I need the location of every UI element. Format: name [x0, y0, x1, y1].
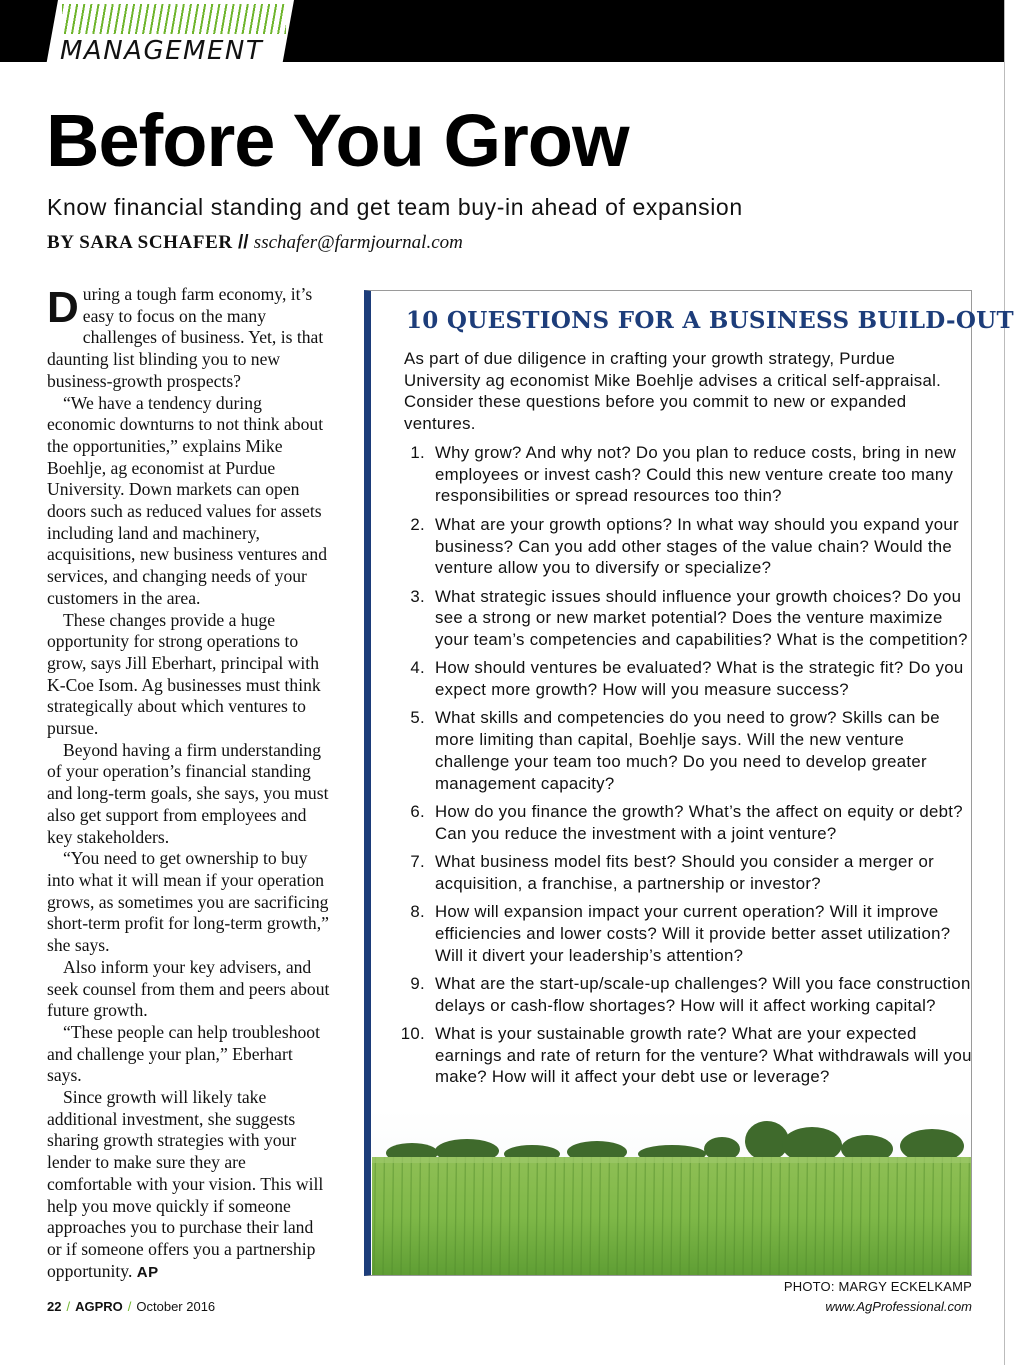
field-photo: [372, 1109, 971, 1275]
question-number: 9.: [410, 973, 425, 993]
article-paragraph: Also inform your key advisers, and seek counsel from them and peers about future growth.: [47, 956, 330, 1021]
photo-credit: PHOTO: MARGY ECKELKAMP: [783, 1279, 972, 1294]
article-paragraph-text: uring a tough farm economy, it’s easy to focus on the many challenges of business. Yet, is that daunting list blinding you to new business-growth prospects?: [47, 284, 324, 391]
article-paragraph: [47, 284, 331, 393]
magazine-name: AGPRO: [75, 1299, 123, 1314]
question-number: 8.: [410, 902, 425, 922]
article-paragraph-text: Since growth will likely take additional investment, she suggests sharing growth strategies with your lender to make sure they are comfortable with your vision. This will help you move quickly if someone approaches you to purchase their land or if someone offers you a partnership opportunity.: [47, 1087, 324, 1281]
dropcap: D: [47, 283, 79, 332]
question-number: 1.: [410, 443, 425, 462]
sidebar-title: 10 QUESTIONS FOR A BUSINESS BUILD-OUT: [406, 307, 1014, 334]
question-number: 5.: [410, 708, 425, 728]
question-item: [399, 851, 975, 894]
question-number: 2.: [410, 514, 425, 534]
issue-date: October 2016: [136, 1299, 216, 1314]
section-hatch-decoration: [62, 4, 286, 34]
question-item: [399, 901, 975, 966]
sidebar-intro: As part of due diligence in crafting your growth strategy, Purdue University ag economist Mike Boehlje advises a critical self-appraisal. Consider these questions before you commit to new or expanded ventures.: [404, 349, 942, 434]
page-number: 22: [47, 1299, 62, 1314]
folio: [47, 1299, 215, 1314]
signoff: AP: [136, 1263, 159, 1281]
article-body: [47, 284, 331, 1283]
question-item: [399, 442, 975, 507]
question-text: How do you finance the growth? What’s the affect on equity or debt? Can you reduce the investment with a joint venture?: [435, 801, 963, 843]
question-text: What are the start-up/scale-up challenges? Will you face construction delays or cash-flow shortages? How will it affect working capital?: [435, 973, 971, 1015]
question-item: [399, 1023, 975, 1088]
byline-email[interactable]: sschafer@farmjournal.com: [253, 232, 463, 253]
question-number: 7.: [410, 852, 425, 872]
question-item: [399, 586, 975, 651]
question-text: What are your growth options? In what way should you expand your business? Can you add other stages of the value chain? Would the venture allow you to diversify or specialize?: [435, 514, 959, 578]
question-text: What strategic issues should influence your growth choices? Do you see a strong or new market potential? Does the venture maximize your team’s competencies and capabilities? What is the competition?: [435, 586, 968, 649]
right-margin: [1004, 0, 1024, 1365]
question-text: Why grow? And why not? Do you plan to reduce costs, bring in new employees or invest cash? Could this new venture create too many responsibilities or spread resources too thin?: [435, 443, 957, 506]
question-item: [399, 514, 975, 579]
question-text: What is your sustainable growth rate? What are your expected earnings and rate of return for the venture? What withdrawals will you make? How will it affect your debt use or leverage?: [435, 1024, 972, 1087]
article-paragraph: “These people can help troubleshoot and challenge your plan,” Eberhart says.: [47, 1021, 320, 1086]
question-item: [399, 707, 975, 794]
byline: [47, 232, 463, 254]
article-paragraph: These changes provide a huge opportunity for strong operations to grow, says Jill Eberhart, principal with K-Coe Isom. Ag businesses must think strategically about which ventures to pursue.: [47, 609, 321, 739]
question-item: [399, 801, 975, 844]
headline: Before You Grow: [46, 99, 629, 182]
deck: Know financial standing and get team buy-in ahead of expansion: [47, 194, 743, 220]
byline-separator: //: [237, 232, 249, 253]
article-paragraph: “You need to get ownership to buy into what it will mean if your operation grows, as sometimes you are sacrificing short-term profit for long-term growth,” she says.: [47, 848, 329, 956]
article-paragraph: [47, 1087, 331, 1283]
website-url[interactable]: www.AgProfessional.com: [825, 1299, 972, 1314]
article-paragraph: Beyond having a firm understanding of your operation’s financial standing and long-term goals, she says, you must also get support from employees and key stakeholders.: [47, 739, 329, 847]
article-paragraph: “We have a tendency during economic downturns to not think about the opportunities,” explains Mike Boehlje, ag economist at Purdue University. Down markets can open doors such as reduced values for assets including land and machinery, acquisitions, new business ventures and services, and changing needs of your customers in the area.: [47, 392, 327, 608]
section-label: MANAGEMENT: [60, 36, 264, 66]
folio-separator: /: [127, 1299, 132, 1314]
question-number: 6.: [410, 801, 425, 821]
question-text: How should ventures be evaluated? What is the strategic fit? Do you expect more growth? How will you measure success?: [435, 658, 964, 700]
question-text: What business model fits best? Should you consider a merger or acquisition, a franchise, a partnership or investor?: [435, 852, 934, 893]
question-item: [399, 657, 975, 700]
folio-separator: /: [66, 1299, 71, 1314]
sidebar-box: [364, 290, 1014, 1276]
question-number: 10.: [400, 1024, 425, 1044]
question-number: 4.: [410, 658, 425, 678]
question-item: [399, 973, 975, 1016]
question-list: [399, 442, 975, 1095]
question-text: How will expansion impact your current operation? Will it improve efficiencies and lower costs? Will it provide better asset utilization? Will it divert your leadership’s attention?: [435, 902, 951, 965]
question-number: 3.: [410, 586, 425, 606]
byline-author: BY SARA SCHAFER: [47, 232, 233, 253]
question-text: What skills and competencies do you need to grow? Skills can be more limiting than capital, Boehlje says. Will the new venture challenge your team too much? Do you need to develop greater management capacity?: [435, 708, 940, 793]
